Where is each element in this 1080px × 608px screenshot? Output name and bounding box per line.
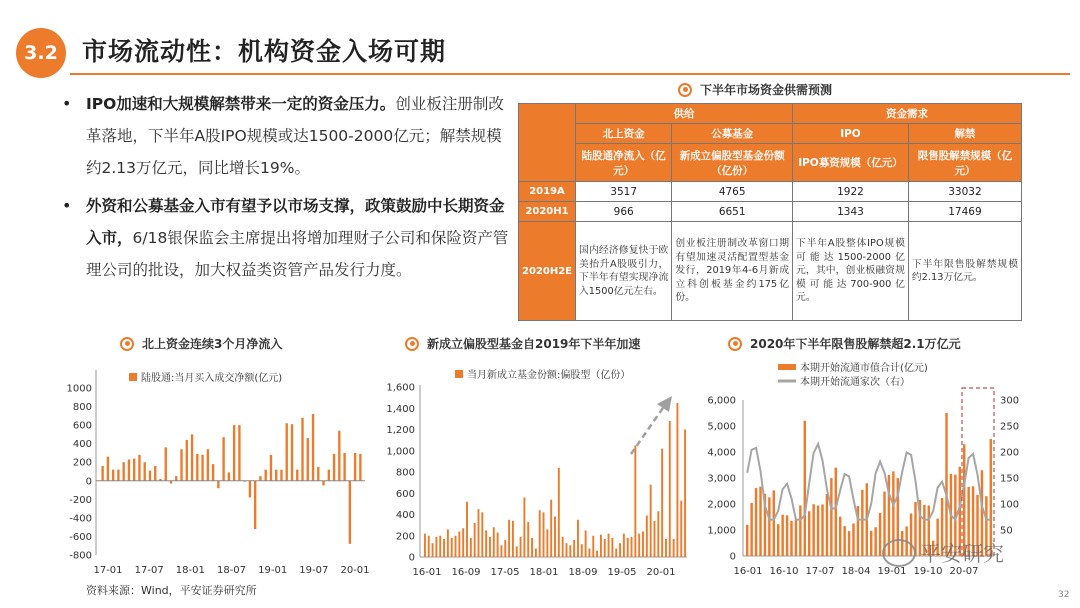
bar	[458, 532, 460, 558]
bar	[249, 481, 251, 498]
bar	[122, 462, 124, 481]
bar	[333, 454, 335, 481]
bar	[286, 423, 288, 481]
table-cell: 下半年限售股解禁规模约2.13万亿元。	[908, 222, 1021, 321]
bar	[619, 543, 621, 557]
bar	[312, 414, 314, 481]
bar	[180, 449, 182, 481]
bar	[343, 453, 345, 481]
x-tick-label: 19-10	[913, 566, 943, 577]
table-cell: 下半年A股整体IPO规模可能达1500-2000亿元，其中，创业板融资规模可能达700-900亿元。	[793, 222, 909, 321]
supply-demand-table	[518, 103, 1022, 321]
y-tick-label: -200	[69, 494, 92, 506]
bar	[222, 437, 224, 481]
bar	[165, 447, 167, 480]
bar	[280, 470, 282, 481]
bar	[773, 490, 775, 556]
table-title	[678, 81, 832, 98]
col-header: 公募基金	[672, 124, 793, 144]
bar	[516, 546, 518, 557]
table-cell: 966	[576, 202, 672, 222]
legend-swatch	[129, 373, 137, 381]
bar	[592, 536, 594, 557]
page-title: 市场流动性：机构资金入场可期	[82, 37, 447, 66]
bar	[328, 470, 330, 481]
bar	[338, 431, 340, 481]
bar	[439, 536, 441, 557]
legend-label: 本期开始流通家次（右）	[800, 377, 910, 388]
table-cell: 33032	[908, 182, 1021, 202]
bar	[322, 481, 324, 486]
x-tick-label: 18-07	[216, 565, 247, 576]
bar	[680, 501, 682, 557]
bar	[447, 529, 449, 557]
chart1-title	[120, 335, 282, 352]
trend-arrow-icon	[631, 396, 672, 454]
y-tick-label: -600	[69, 531, 92, 543]
sub-header: IPO募资规模（亿元）	[793, 144, 909, 182]
y-tick-label: 200	[72, 457, 92, 469]
sub-header: 限售股解禁规模（亿元）	[908, 144, 1021, 182]
chart3-title-text: 2020年下半年限售股解禁超2.1万亿元	[750, 337, 961, 351]
bullet-item	[62, 190, 510, 286]
x-tick-label: 20-01	[340, 565, 370, 576]
bar	[301, 418, 303, 481]
bar	[512, 521, 514, 557]
col-header: IPO	[793, 124, 909, 144]
y-tick-label: 1000	[66, 383, 92, 395]
table-cell: 1922	[793, 182, 909, 202]
y-tick-label: -800	[69, 550, 92, 562]
bar	[817, 506, 819, 556]
table-row	[519, 202, 1022, 222]
bar	[424, 534, 426, 557]
bar	[435, 537, 437, 557]
bar	[138, 455, 140, 481]
y-tick-label-left: 2,000	[707, 499, 736, 511]
row-label: 2020H2E	[519, 222, 576, 321]
bar	[870, 531, 872, 556]
page-number: 32	[1058, 590, 1070, 600]
bullet-emphasis: IPO加速和大规模解禁带来一定的资金压力。	[86, 95, 396, 113]
y-tick-label-left: 0	[729, 551, 736, 563]
x-tick-label: 20-07	[949, 566, 979, 577]
y-tick-label: 0	[85, 476, 92, 488]
bar	[186, 440, 188, 481]
y-tick-label: 400	[72, 439, 92, 451]
row-label: 2019A	[519, 182, 576, 202]
bar	[520, 537, 522, 557]
bullet-dot-icon: •	[62, 196, 72, 215]
table-row	[519, 222, 1022, 321]
bullet-dot-icon: •	[62, 94, 72, 113]
bar	[428, 536, 430, 557]
bar	[848, 531, 850, 556]
bar	[217, 481, 219, 488]
bar	[676, 403, 678, 557]
bar	[879, 513, 881, 556]
bar	[481, 512, 483, 557]
bar	[558, 468, 560, 557]
chart-northbound-flows	[55, 360, 375, 582]
y-tick-label: 800	[72, 402, 92, 414]
target-ring-icon	[405, 337, 419, 351]
bar	[493, 527, 495, 557]
x-tick-label: 17-07	[805, 566, 835, 577]
bar	[275, 470, 277, 481]
bar	[673, 539, 675, 557]
bar	[646, 516, 648, 557]
bar	[577, 520, 579, 557]
bar	[812, 504, 814, 556]
bar	[470, 538, 472, 557]
bar	[861, 490, 863, 556]
bar	[175, 476, 177, 481]
y-tick-label-right: 200	[1000, 447, 1020, 459]
x-tick-label: 17-07	[134, 565, 164, 576]
chart2-title	[405, 335, 640, 352]
bullet-list	[62, 88, 510, 286]
bar	[238, 425, 240, 481]
bar	[485, 530, 487, 557]
x-tick-label: 19-01	[877, 566, 907, 577]
y-tick-label-left: 3,000	[707, 473, 736, 485]
bar	[566, 543, 568, 557]
x-tick-label: 16-01	[412, 567, 442, 578]
bar	[451, 538, 453, 557]
y-tick-label-left: 5,000	[707, 421, 736, 433]
chart-new-equity-funds	[375, 360, 693, 582]
x-tick-label: 16-10	[769, 566, 799, 577]
wechat-icon	[882, 539, 916, 567]
bar	[466, 502, 468, 557]
bar	[550, 500, 552, 557]
y-tick-label-right: 50	[1000, 525, 1013, 537]
bar	[500, 545, 502, 557]
bar	[207, 449, 209, 481]
bar	[596, 551, 598, 557]
bar	[657, 511, 659, 557]
legend-swatch	[455, 370, 463, 378]
bar	[107, 457, 109, 481]
table-cell: 1343	[793, 202, 909, 222]
bar	[665, 539, 667, 557]
bar	[546, 529, 548, 557]
bar	[112, 470, 114, 481]
sub-header: 新成立偏股型基金份额（亿份）	[672, 144, 793, 182]
bar	[623, 534, 625, 557]
bar	[650, 485, 652, 557]
x-tick-label: 17-05	[490, 567, 520, 578]
bar	[684, 430, 686, 558]
bar	[945, 413, 947, 556]
bar	[539, 510, 541, 557]
bar	[768, 497, 770, 556]
bar	[608, 534, 610, 557]
bar	[359, 454, 361, 481]
bar	[474, 523, 476, 557]
bar	[212, 464, 214, 481]
row-label: 2020H1	[519, 202, 576, 222]
x-tick-label: 16-01	[733, 566, 763, 577]
bar	[843, 526, 845, 556]
y-tick-label-right: 100	[1000, 499, 1020, 511]
bar	[615, 549, 617, 558]
bar	[808, 511, 810, 556]
bar	[101, 466, 103, 481]
y-tick-label: 0	[408, 552, 415, 564]
source-note: 资料来源：Wind，平安证券研究所	[86, 584, 257, 597]
bar	[795, 520, 797, 556]
y-tick-label-left: 6,000	[707, 395, 736, 407]
bar	[523, 498, 525, 558]
col-header: 解禁	[908, 124, 1021, 144]
bar	[128, 459, 130, 480]
bar	[669, 421, 671, 557]
bar	[307, 438, 309, 481]
table-cell: 创业板注册制改革窗口期有望加速灵活配置型基金发行，2019年4-6月新成立科创板基金约175亿份。	[672, 222, 793, 321]
bar	[478, 509, 480, 557]
bullet-text: 创业板注册制改革落地，下半年A股IPO规模或达1500-2000亿元；解禁规模约2.13万亿元，同比增长19%。	[86, 95, 504, 177]
bar	[317, 467, 319, 481]
table-cell: 17469	[908, 202, 1021, 222]
table-cell: 国内经济修复快于欧美抬升A股吸引力，下半年有望实现净流入1500亿元左右。	[576, 222, 672, 321]
y-tick-label-right: 300	[1000, 395, 1020, 407]
x-tick-label: 18-01	[529, 567, 559, 578]
bar	[149, 471, 151, 481]
bar	[562, 537, 564, 557]
bar	[201, 455, 203, 481]
watermark	[882, 538, 1004, 568]
y-tick-label: 800	[395, 467, 415, 479]
y-tick-label: 1,200	[386, 425, 415, 436]
x-tick-label: 17-01	[93, 565, 123, 576]
bar	[585, 530, 587, 557]
bar	[830, 478, 832, 556]
target-ring-icon	[120, 337, 134, 351]
bar	[581, 544, 583, 557]
bullet-text: 6/18银保监会主席提出将增加理财子公司和保险资产管理公司的批设，加大权益类资管产品发行力度。	[86, 229, 509, 279]
bar	[144, 462, 146, 481]
bar	[455, 536, 457, 557]
watermark-text: 平安研究	[920, 542, 1004, 566]
bar	[543, 512, 545, 557]
chart3-title	[728, 335, 961, 352]
bar	[154, 466, 156, 481]
target-ring-icon	[728, 337, 742, 351]
table-cell: 6651	[672, 202, 793, 222]
table-title-text: 下半年市场资金供需预测	[700, 83, 833, 97]
bar	[604, 539, 606, 557]
bar	[661, 449, 663, 557]
y-tick-label-right: 150	[1000, 473, 1020, 485]
bar	[821, 504, 823, 556]
bar	[759, 487, 761, 556]
bar	[270, 455, 272, 481]
bar	[462, 528, 464, 557]
bar	[117, 470, 119, 481]
bar	[291, 424, 293, 481]
bar	[443, 539, 445, 557]
bar	[527, 522, 529, 557]
legend-label: 当月新成立基金份额:偏股型（亿份）	[467, 370, 631, 381]
legend-swatch	[778, 364, 796, 370]
bar	[799, 505, 801, 556]
col-header: 北上资金	[576, 124, 672, 144]
bar	[265, 470, 267, 481]
section-number-badge: 3.2	[16, 28, 66, 78]
bar	[790, 521, 792, 556]
y-tick-label: -400	[69, 513, 92, 525]
table-cell: 4765	[672, 182, 793, 202]
x-tick-label: 19-01	[258, 565, 288, 576]
legend-label: 本期开始流通市值合计(亿元)	[800, 363, 928, 374]
y-tick-label: 1,000	[386, 446, 415, 458]
bar	[296, 470, 298, 481]
table-corner-cell	[519, 104, 576, 182]
bar	[432, 543, 434, 557]
bar	[631, 537, 633, 557]
bullet-emphasis: 外资和公募基金入市有望予以市场支撑，政策鼓励中长期资金入市，	[86, 197, 505, 247]
table-cell: 3517	[576, 182, 672, 202]
bar	[777, 524, 779, 556]
bar	[852, 523, 854, 556]
group-header-demand: 资金需求	[793, 104, 1022, 124]
bar	[508, 520, 510, 557]
bar	[642, 532, 644, 558]
bar	[826, 494, 828, 556]
x-tick-label: 18-04	[841, 566, 871, 577]
x-tick-label: 18-09	[568, 567, 598, 578]
y-tick-label-right: 250	[1000, 421, 1020, 433]
title-divider	[70, 73, 1070, 75]
legend-label: 陆股通:当月买入成交净额(亿元)	[141, 373, 283, 384]
y-tick-label-left: 4,000	[707, 447, 736, 459]
bar	[349, 481, 351, 544]
bar	[781, 515, 783, 556]
y-tick-label: 200	[395, 531, 415, 543]
bar	[786, 515, 788, 556]
bar	[588, 549, 590, 558]
y-tick-label: 600	[72, 420, 92, 432]
bar	[554, 517, 556, 557]
bar	[489, 537, 491, 557]
y-tick-label: 1,600	[386, 382, 415, 394]
bar	[600, 535, 602, 557]
y-tick-label: 600	[395, 488, 415, 500]
bar	[531, 538, 533, 557]
bar	[750, 503, 752, 556]
bar	[804, 421, 806, 556]
bar	[259, 476, 261, 481]
bar	[874, 527, 876, 556]
bar	[835, 468, 837, 556]
chart1-title-text: 北上资金连续3个月净流入	[142, 337, 283, 351]
x-tick-label: 19-07	[299, 565, 329, 576]
target-ring-icon	[678, 83, 692, 97]
bar	[196, 454, 198, 481]
bar	[611, 538, 613, 557]
bar	[191, 434, 193, 480]
bar	[497, 533, 499, 557]
x-tick-label: 16-09	[451, 567, 481, 578]
y-tick-label: 400	[395, 510, 415, 521]
x-tick-label: 20-01	[646, 567, 676, 578]
sub-header: 陆股通净流入（亿元）	[576, 144, 672, 182]
x-tick-label: 18-01	[175, 565, 205, 576]
bar	[228, 472, 230, 480]
bar	[233, 425, 235, 481]
bar	[354, 453, 356, 481]
x-tick-label: 19-05	[607, 567, 637, 578]
bar	[573, 540, 575, 557]
bar	[839, 517, 841, 556]
bar	[535, 549, 537, 558]
chart2-title-text: 新成立偏股型基金自2019年下半年加速	[427, 337, 641, 351]
table-row	[519, 182, 1022, 202]
bar	[254, 481, 256, 529]
bar	[654, 521, 656, 557]
group-header-supply: 供给	[576, 104, 793, 124]
bar	[634, 445, 636, 557]
bar	[504, 540, 506, 557]
bar	[746, 525, 748, 556]
bar	[755, 488, 757, 556]
bar	[569, 545, 571, 557]
y-tick-label-left: 1,000	[707, 525, 736, 537]
bar	[638, 534, 640, 557]
bullet-item	[62, 88, 510, 184]
bar	[133, 459, 135, 481]
bar	[627, 538, 629, 557]
y-tick-label: 1,400	[386, 403, 415, 415]
